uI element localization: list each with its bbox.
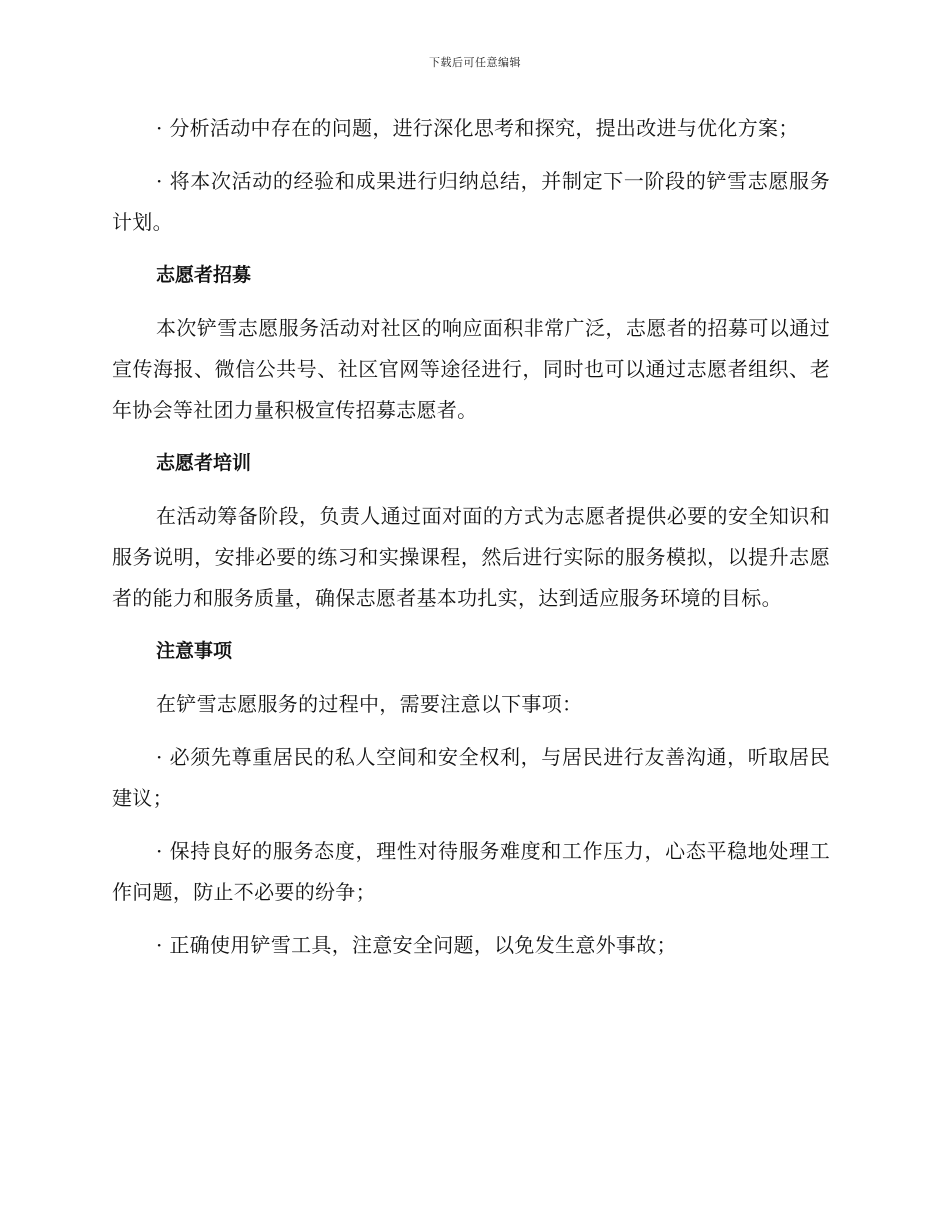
bullet-paragraph: · 将本次活动的经验和成果进行归纳总结，并制定下一阶段的铲雪志愿服务计划。	[112, 169, 830, 234]
bullet-paragraph: · 分析活动中存在的问题，进行深化思考和探究，提出改进与优化方案；	[156, 116, 799, 140]
section-heading-recruitment: 志愿者招募	[156, 264, 252, 286]
bullet-paragraph: · 必须先尊重居民的私人空间和安全权利，与居民进行友善沟通，听取居民建议；	[112, 745, 830, 810]
header-note: 下载后可任意编辑	[429, 56, 521, 69]
section-heading-notes: 注意事项	[156, 640, 233, 662]
bullet-paragraph: · 保持良好的服务态度，理性对待服务难度和工作压力，心态平稳地处理工作问题，防止不必要的纷争；	[112, 839, 830, 904]
bullet-paragraph: · 正确使用铲雪工具，注意安全问题，以免发生意外事故；	[156, 933, 677, 957]
document-body	[112, 108, 830, 978]
body-paragraph: 在铲雪志愿服务的过程中，需要注意以下事项：	[156, 692, 583, 716]
body-paragraph: 本次铲雪志愿服务活动对社区的响应面积非常广泛，志愿者的招募可以通过宣传海报、微信公共号、社区官网等途径进行，同时也可以通过志愿者组织、老年协会等社团力量积极宣传招募志愿者。	[112, 316, 830, 422]
body-paragraph: 在活动筹备阶段，负责人通过面对面的方式为志愿者提供必要的安全知识和服务说明，安排必要的练习和实操课程，然后进行实际的服务模拟，以提升志愿者的能力和服务质量，确保志愿者基本功扎实，达到适应服务环境的目标。	[112, 504, 830, 610]
section-heading-training: 志愿者培训	[156, 452, 252, 474]
